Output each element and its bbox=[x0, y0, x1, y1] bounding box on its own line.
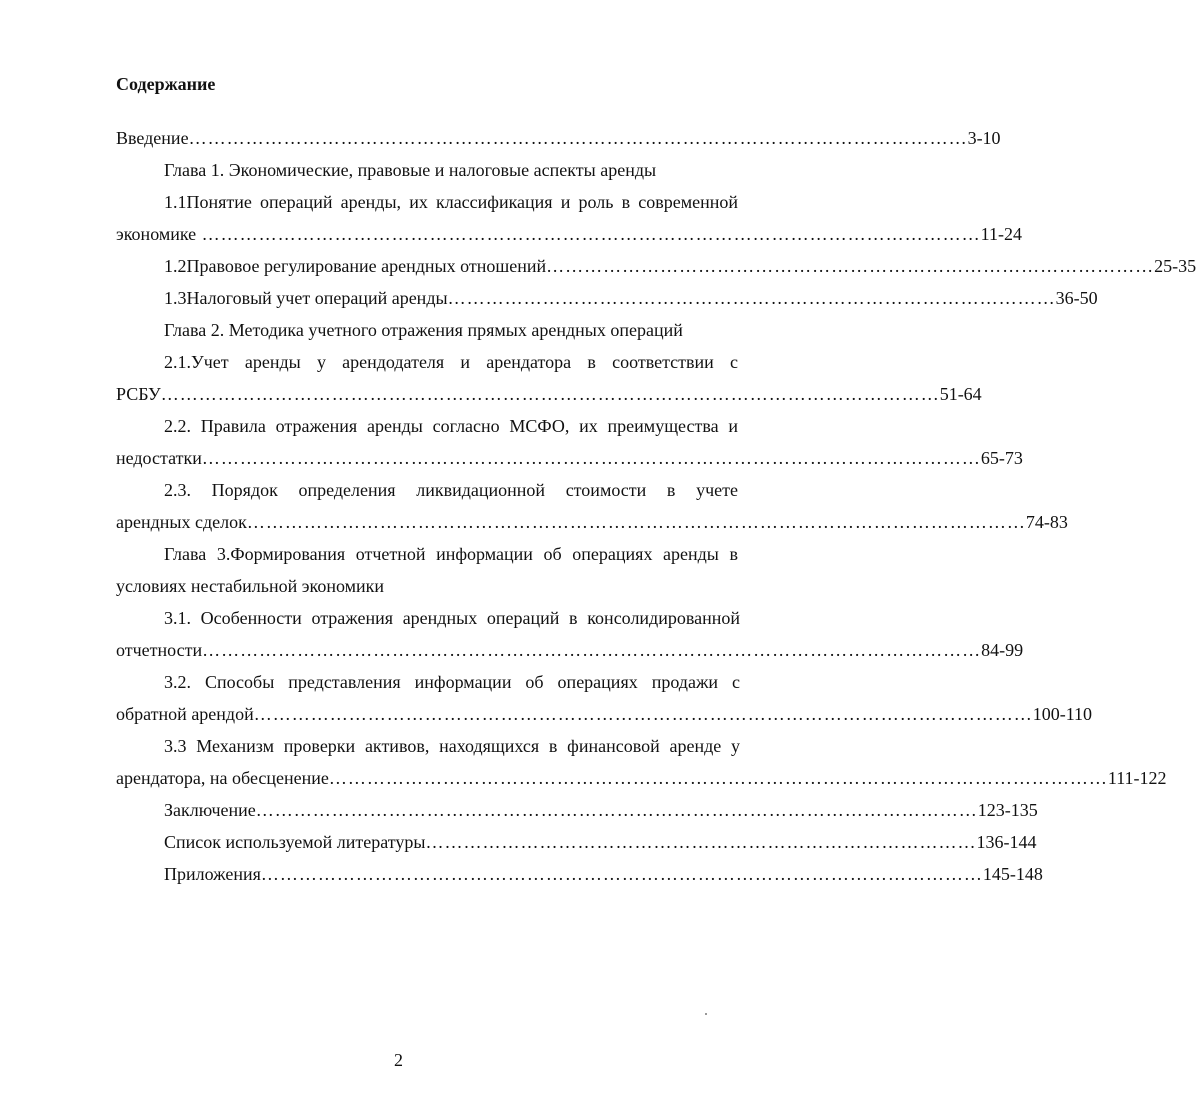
toc-entry-label: РСБУ bbox=[116, 384, 161, 404]
toc-section-2-2-line2 bbox=[116, 446, 1023, 470]
toc-entry-label: 1.3Налоговый учет операций аренды bbox=[164, 288, 448, 308]
toc-chapter-1: Глава 1. Экономические, правовые и налоговые аспекты аренды bbox=[164, 160, 657, 180]
page-title: Содержание bbox=[116, 74, 216, 94]
toc-page-range: 145-148 bbox=[982, 864, 1043, 884]
toc-entry-references bbox=[164, 830, 1037, 854]
toc-entry-label: 1.2Правовое регулирование арендных отношений bbox=[164, 256, 547, 276]
toc-leader-dots: …………………………………………………………………………………………………………… bbox=[160, 384, 940, 404]
toc-leader-dots: …………………………………………………………………………… bbox=[425, 832, 977, 852]
toc-entry-label: арендатора, на обесценение bbox=[116, 768, 329, 788]
toc-section-3-3-line2 bbox=[116, 766, 1167, 790]
toc-leader-dots: …………………………………………………………………………………………………… bbox=[260, 864, 983, 884]
toc-section-1-1-line2 bbox=[116, 222, 1022, 246]
toc-page-range: 100-110 bbox=[1032, 704, 1093, 724]
toc-section-3-1-line1: 3.1. Особенности отражения арендных операций в консолидированной bbox=[164, 608, 740, 628]
toc-chapter-2: Глава 2. Методика учетного отражения прямых арендных операций bbox=[164, 320, 683, 340]
scan-speck bbox=[705, 1013, 707, 1015]
toc-section-2-3-line2 bbox=[116, 510, 1068, 534]
toc-entry-label: Заключение bbox=[164, 800, 256, 820]
toc-leader-dots: …………………………………………………………………………………………………… bbox=[255, 800, 978, 820]
toc-section-2-1-line1: 2.1.Учет аренды у арендодателя и арендатора в соответствии с bbox=[164, 352, 738, 372]
toc-page-range: 3-10 bbox=[967, 128, 1001, 148]
toc-section-1-2 bbox=[164, 254, 1196, 278]
toc-page-range: 51-64 bbox=[939, 384, 982, 404]
toc-page-range: 25-35 bbox=[1154, 256, 1196, 276]
toc-entry-label: недостатки bbox=[116, 448, 202, 468]
toc-leader-dots: …………………………………………………………………………………………………………… bbox=[188, 128, 968, 148]
toc-section-2-3-line1: 2.3. Порядок определения ликвидационной стоимости в учете bbox=[164, 480, 738, 500]
toc-entry-label: Список используемой литературы bbox=[164, 832, 426, 852]
toc-entry-intro bbox=[116, 126, 1001, 150]
toc-leader-dots: …………………………………………………………………………………………………………… bbox=[196, 224, 981, 244]
toc-entry-label: арендных сделок bbox=[116, 512, 247, 532]
toc-section-3-2-line1: 3.2. Способы представления информации об операциях продажи с bbox=[164, 672, 740, 692]
toc-leader-dots: …………………………………………………………………………………………………………… bbox=[201, 448, 981, 468]
toc-leader-dots: …………………………………………………………………………………… bbox=[447, 288, 1056, 308]
toc-section-3-2-line2 bbox=[116, 702, 1093, 726]
page-number: 2 bbox=[394, 1050, 403, 1070]
toc-section-2-1-line2 bbox=[116, 382, 982, 406]
toc-chapter-3-line1: Глава 3.Формирования отчетной информации об операциях аренды в bbox=[164, 544, 738, 564]
toc-section-3-1-line2 bbox=[116, 638, 1024, 662]
toc-entry-label: Введение bbox=[116, 128, 189, 148]
toc-entry-conclusion bbox=[164, 798, 1038, 822]
toc-entry-label: Приложения bbox=[164, 864, 261, 884]
toc-leader-dots: …………………………………………………………………………………………………………… bbox=[202, 640, 982, 660]
toc-section-2-2-line1: 2.2. Правила отражения аренды согласно МСФО, их преимущества и bbox=[164, 416, 738, 436]
toc-page-range: 36-50 bbox=[1055, 288, 1098, 308]
toc-section-1-3 bbox=[164, 286, 1098, 310]
toc-page-range: 84-99 bbox=[981, 640, 1024, 660]
toc-entry-label: обратной арендой bbox=[116, 704, 254, 724]
toc-leader-dots: …………………………………………………………………………………………………………… bbox=[246, 512, 1026, 532]
toc-page-range: 111-122 bbox=[1107, 768, 1167, 788]
toc-section-3-3-line1: 3.3 Механизм проверки активов, находящихся в финансовой аренде у bbox=[164, 736, 740, 756]
toc-page-range: 123-135 bbox=[977, 800, 1038, 820]
toc-entry-label: отчетности bbox=[116, 640, 203, 660]
toc-entry-appendix bbox=[164, 862, 1043, 886]
toc-page-range: 11-24 bbox=[980, 224, 1022, 244]
toc-leader-dots: …………………………………………………………………………………… bbox=[546, 256, 1155, 276]
toc-entry-label: экономике bbox=[116, 224, 197, 244]
toc-section-1-1-line1: 1.1Понятие операций аренды, их классификация и роль в современной bbox=[164, 192, 738, 212]
toc-page-range: 136-144 bbox=[976, 832, 1037, 852]
toc-page-range: 65-73 bbox=[980, 448, 1023, 468]
toc-page-range: 74-83 bbox=[1025, 512, 1068, 532]
toc-leader-dots: …………………………………………………………………………………………………………… bbox=[328, 768, 1108, 788]
toc-chapter-3-line2: условиях нестабильной экономики bbox=[116, 576, 385, 596]
toc-leader-dots: …………………………………………………………………………………………………………… bbox=[253, 704, 1033, 724]
